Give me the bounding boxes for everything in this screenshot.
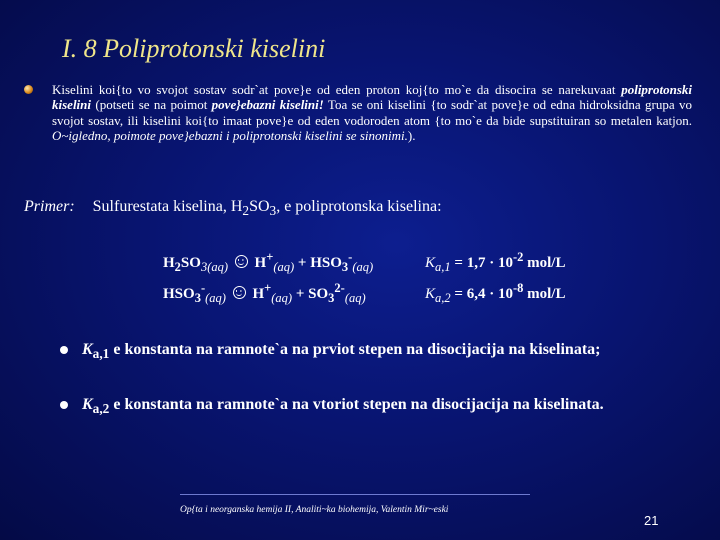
body-text-part: Toa se oni kiselini {to sodr`at pove}e od edna hidroksidna grupa vo svojot sostav, ili kiselini koi{to imaat pove}e od eden vodoroden atom {to mo`e da bide supstituiran so metalen katjon. [52,97,692,128]
body-text-part: ). [407,128,416,144]
eq2-product: SO [308,286,329,302]
example-label: Primer: [24,198,75,215]
smiley-icon [235,255,248,268]
k-symbol: K [425,286,436,302]
eq2-sup: + [264,281,272,295]
k-value: = 6,4 · 10 [450,286,513,302]
eq1-sub: (aq) [352,260,374,274]
eq2-constant [425,281,565,306]
eq1-plus: + [294,255,311,271]
eq2-sub: (aq) [344,291,366,305]
example-row [24,198,442,219]
footer-divider [180,494,530,495]
k-unit: mol/L [523,286,566,302]
example-text: Sulfurestata kiselina, H [92,198,243,215]
eq2-sup: 2- [334,281,345,295]
body-text-part: (potseti se na poimot [91,97,212,113]
eq1-sub: 2 [174,260,181,274]
k-sub: a,1 [435,260,451,274]
k-symbol: K [425,255,436,271]
body-paragraph [22,82,692,144]
eq1-constant [425,250,565,275]
body-text [52,82,692,144]
eq1-product: HSO [310,255,342,271]
slide-title: I. 8 Poliprotonski kiselini [62,34,326,63]
point-k-sub: a,1 [92,346,110,362]
point-k-symbol: K [82,341,93,358]
eq2-plus: + [292,286,309,302]
eq2-sub: 3 [194,291,201,305]
eq2-sub: (aq) [271,291,293,305]
point-body: e konstanta na ramnote`a na vtoriot stepen na disocijacija na kiselinata. [109,396,604,413]
point-body: e konstanta na ramnote`a na prviot stepen na disocijacija na kiselinata; [109,341,601,358]
eq1-sup: + [266,250,274,264]
page-number: 21 [644,513,659,528]
eq1-sub: 3(aq) [200,260,229,274]
eq2-product: H [252,286,265,302]
point-text [82,340,690,364]
footer-text: Op{ta i neorganska hemija II, Analiti~ka biohemija, Valentin Mir~eski [180,505,449,515]
point-ka2 [60,395,690,419]
point-k-sub: a,2 [92,401,110,417]
eq1-reactant: H [163,255,175,271]
point-text [82,395,690,419]
example-text: SO [249,198,270,215]
k-exp: -8 [512,281,524,295]
eq2-sub: (aq) [205,291,226,305]
eq2-sup: - [200,281,206,295]
eq2-reactant: HSO [163,286,195,302]
body-term-poliprotonski: poliprotonski kiselini [52,82,692,113]
eq1-reactant: SO [180,255,201,271]
point-ka1 [60,340,690,364]
eq1-sub: 3 [341,260,349,274]
eq1-product: H [254,255,267,271]
example-sub: 2 [242,203,250,219]
eq2-sub: 3 [328,291,335,305]
eq1-sub: (aq) [273,260,295,274]
point-k-symbol: K [82,396,93,413]
bullet-orb-icon [24,85,33,94]
k-unit: mol/L [523,255,566,271]
smiley-icon [233,286,246,299]
body-term-poveKebazni: pove}ebazni kiselini! [211,97,324,113]
bullet-dot-icon [60,401,68,409]
eq1-sup: - [348,250,353,264]
bullet-dot-icon [60,346,68,354]
body-text-part: Kiselini koi{to vo svojot sostav sodr`at pove}e od eden proton koj{to mo`e da disocira se narekuvaat [52,82,622,97]
k-sub: a,2 [435,291,451,305]
k-value: = 1,7 · 10 [450,255,513,271]
k-exp: -2 [512,250,524,264]
body-text-italic: O~igledno, poimote pove}ebazni i poliprotonski kiselini se sinonimi. [52,128,408,144]
example-text: , e poliprotonska kiselina: [276,198,442,215]
example-sub: 3 [269,203,277,219]
